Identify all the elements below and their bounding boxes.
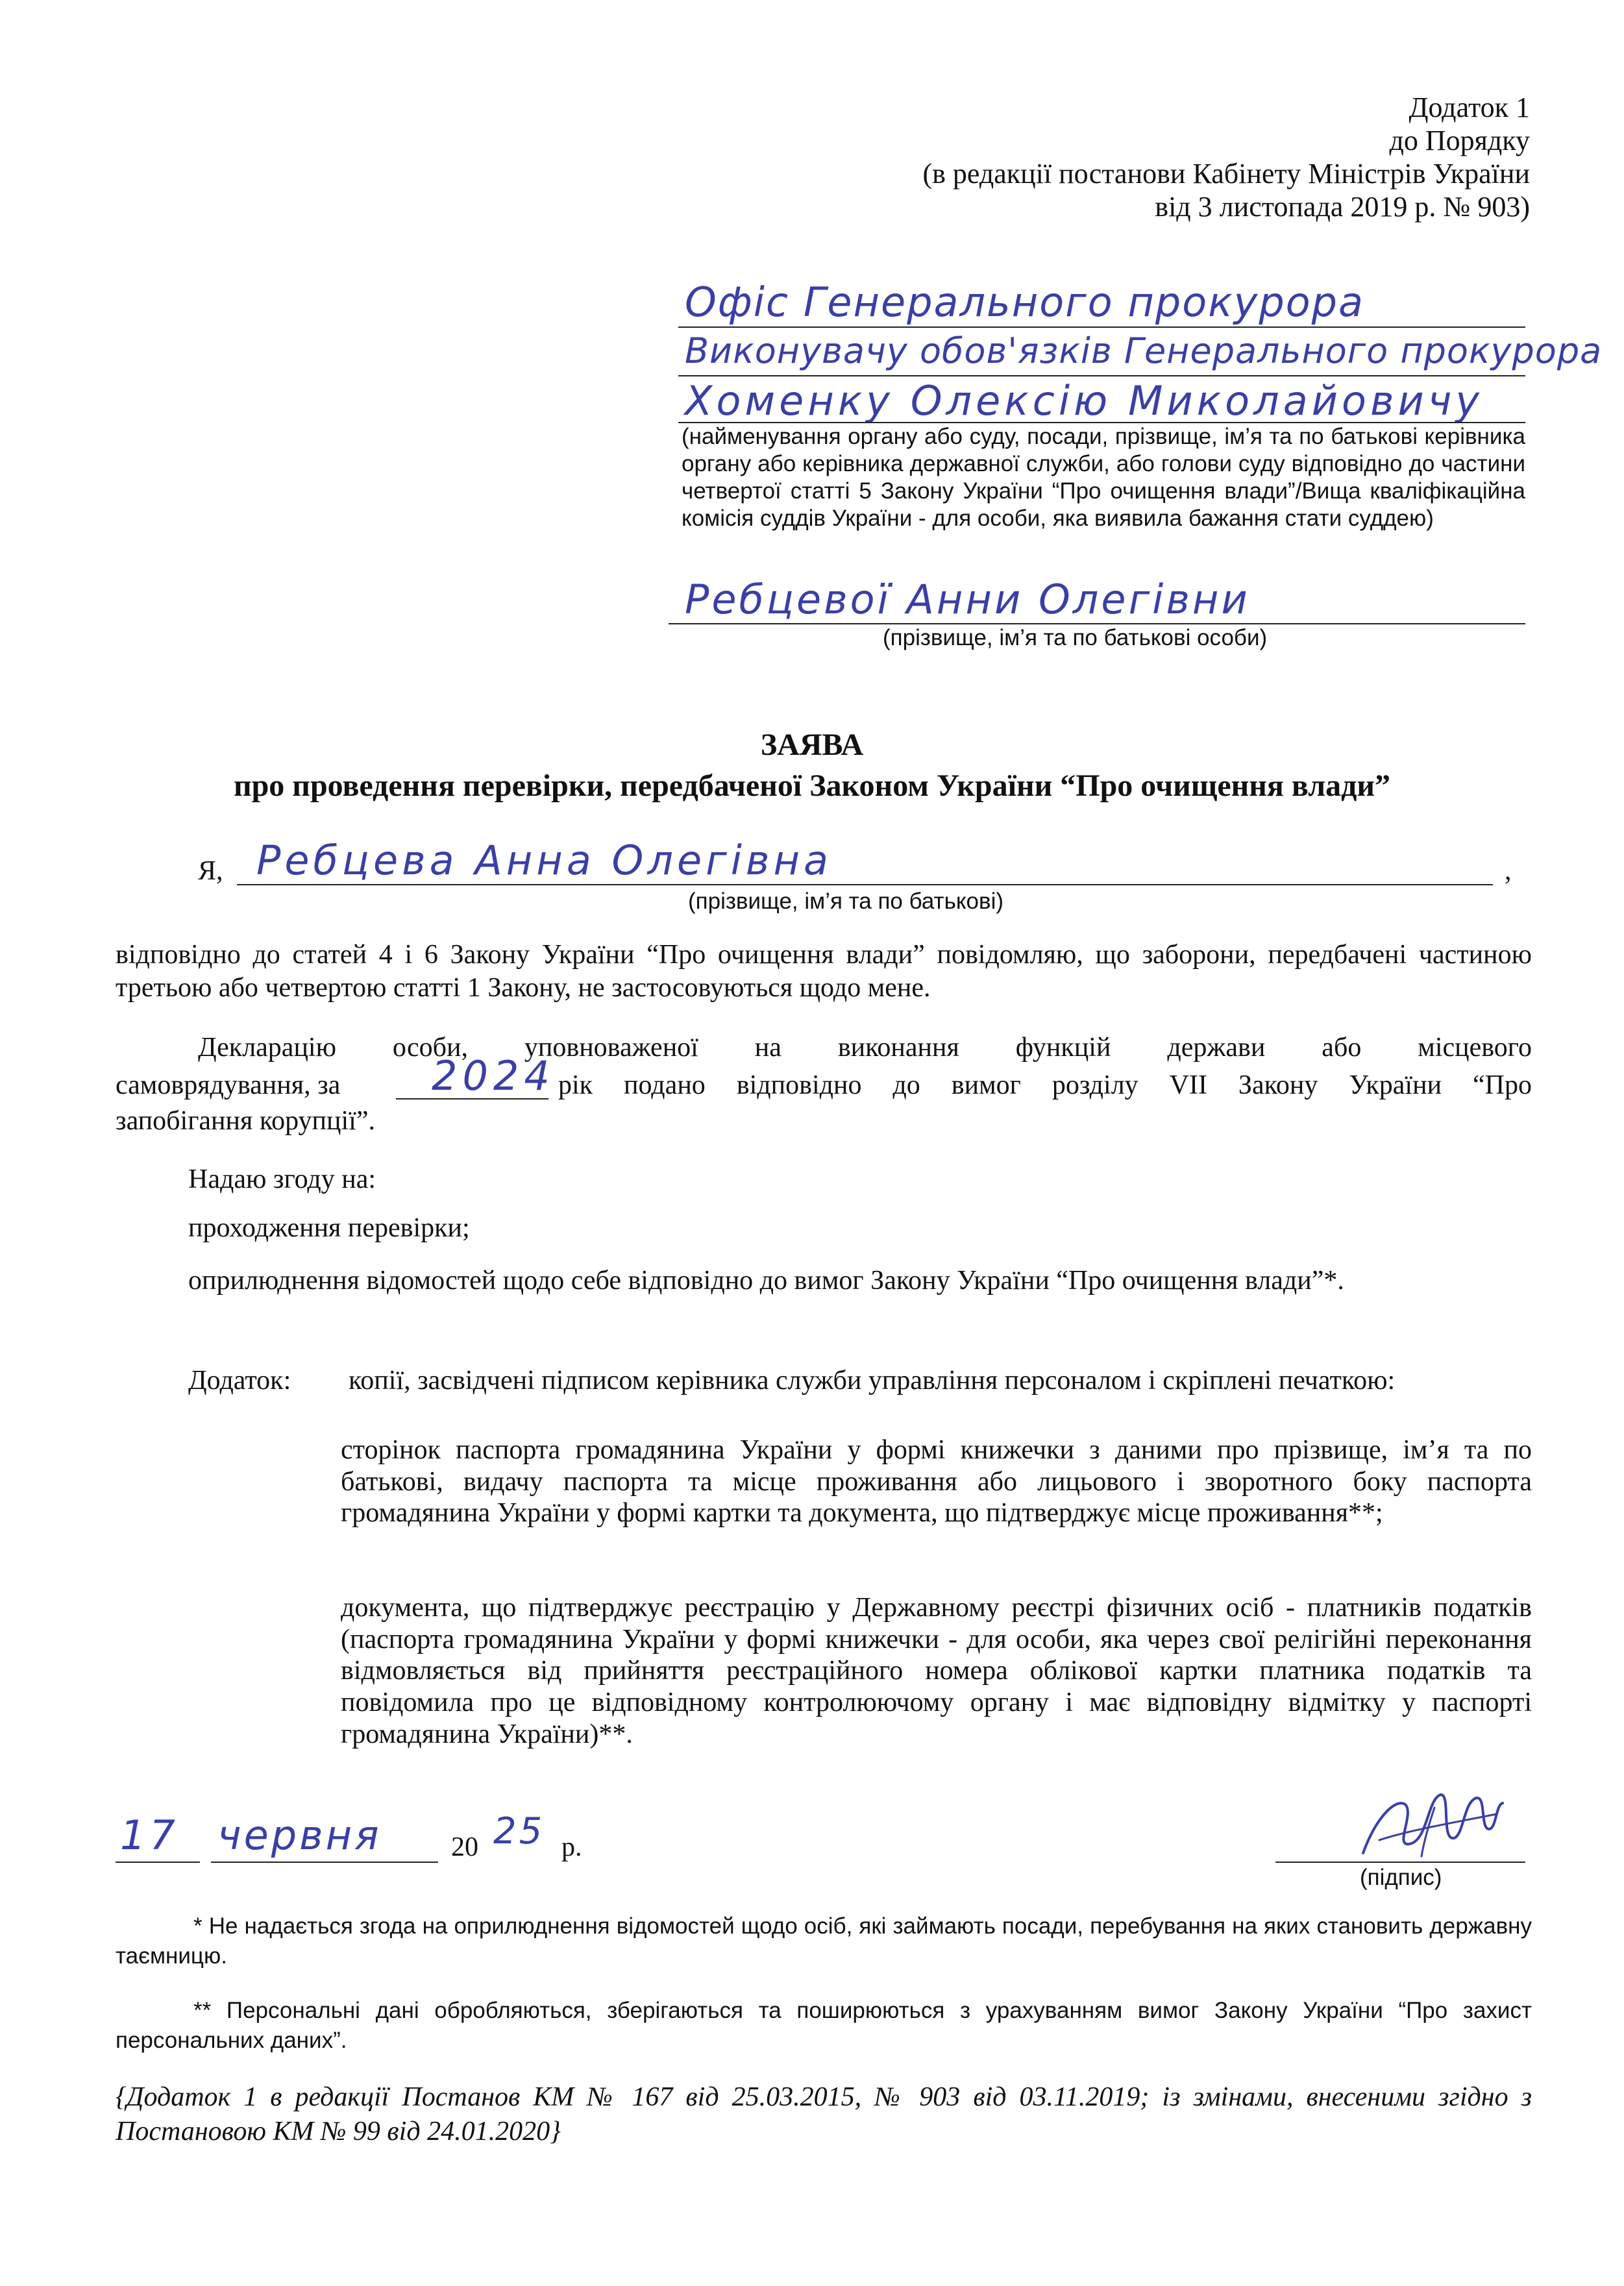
i-caption: (прізвище, ім’я та по батькові) <box>688 889 1004 914</box>
addressee-hw-line1: Офіс Генерального прокурора <box>685 278 1364 326</box>
footnote-1-text: * Не надається згода на оприлюднення відомостей щодо осіб, які займають посади, перебування на яких становить державну таємницю. <box>116 1913 1532 1969</box>
paragraph-2-line2-start: самоврядування, за <box>116 1070 341 1100</box>
attachment-item-0: копії, засвідчені підписом керівника служби управління персоналом і скріплені печаткою: <box>349 1366 1396 1395</box>
consent-intro: Надаю згоду на: <box>188 1164 376 1194</box>
applicant-caption: (прізвище, ім’я та по батькові особи) <box>883 625 1268 650</box>
edit-note: {Додаток 1 в редакції Постанов КМ № 167 від 25.03.2015, № 903 від 03.11.2019; із змінами, внесеними згідно з Постановою КМ № 99 від 24.01.2020} <box>116 2082 1532 2146</box>
header-line4: від 3 листопада 2019 р. № 903) <box>1155 191 1530 223</box>
date-year-suffix: р. <box>561 1832 582 1862</box>
addressee-rule1 <box>678 326 1525 328</box>
i-name-rule <box>237 884 1493 885</box>
date-year-hw: 25 <box>493 1810 545 1852</box>
addressee-hw-line2: Виконувачу обов'язків Генерального прокурора <box>685 330 1603 371</box>
applicant-hw-name: Ребцевої Анни Олегівни <box>685 576 1250 623</box>
date-month-hw: червня <box>217 1812 382 1859</box>
footnote-2-text: ** Персональні дані обробляються, зберігаються та поширюються з урахуванням вимог Закону України “Про захист персональних даних”. <box>116 1998 1532 2053</box>
attachment-item-1: сторінок паспорта громадянина України у формі книжечки з даними про прізвище, ім’я та по батькові, видачу паспорта та місце проживання або лицьового і зворотного боку паспорта громадянина України у формі картки та документа, що підтверджує місце проживання**; <box>341 1435 1532 1529</box>
paragraph-2-line2-end: рік подано відповідно до вимог розділу VII Закону України “Про <box>558 1070 1532 1100</box>
header-line1: Додаток 1 <box>1409 92 1530 123</box>
addressee-caption: (найменування органу або суду, посади, прізвище, ім’я та по батькові керівника органу або керівника державної служби, або голови суду відповідно до частини четвертої статті 5 Закону України “Про очищення влади”/Вища кваліфікаційна комісія суддів України - для особи, яка виявила бажання стати суддею) <box>682 424 1525 531</box>
addressee-hw-line3: Хоменку Олексію Миколайовичу <box>685 377 1484 424</box>
signature-caption: (підпис) <box>1360 1865 1442 1890</box>
consent-item-2-text: оприлюднення відомостей щодо себе відповідно до вимог Закону України “Про очищення влади”*. <box>188 1266 1344 1296</box>
date-day-hw: 17 <box>120 1812 179 1859</box>
attachment-item-2: документа, що підтверджує реєстрацію у Державному реєстрі фізичних осіб - платників податків (паспорта громадянина України у формі книжечки - для особи, яка через свої релігійні переконання відмовляється від прийняття реєстраційного номера облікової картки платника податків та повідомила про це відповідному контролюючому органу і має відповідну відмітку у паспорті громадянина України)**. <box>341 1593 1532 1749</box>
footnote-1 <box>116 1911 1532 1971</box>
paragraph-2-line1: Декларацію особи, уповноваженої на виконання функцій держави або місцевого <box>198 1033 1532 1063</box>
consent-item-1: проходження перевірки; <box>188 1213 470 1243</box>
document-subtitle: про проведення перевірки, передбаченої Законом України “Про очищення влади” <box>233 768 1391 803</box>
i-prefix: Я, <box>198 856 223 886</box>
i-name-hw: Ребцева Анна Олегівна <box>256 837 832 884</box>
paragraph-2-line3: запобігання корупції”. <box>116 1106 375 1136</box>
date-day-rule <box>116 1862 200 1863</box>
document-title: ЗАЯВА <box>760 728 864 762</box>
i-suffix: , <box>1505 856 1512 886</box>
header-line2: до Порядку <box>1389 125 1530 157</box>
attachments-label: Додаток: <box>188 1366 291 1395</box>
date-year-prefix: 20 <box>451 1832 478 1862</box>
signature-rule <box>1275 1862 1525 1863</box>
date-month-rule <box>211 1862 438 1863</box>
paragraph-2-year-hw: 2024 <box>432 1052 555 1100</box>
header-block <box>621 91 1530 223</box>
addressee-rule2 <box>678 375 1525 376</box>
consent-item-2 <box>116 1264 1532 1297</box>
header-line3: (в редакції постанови Кабінету Міністрів України <box>922 158 1530 190</box>
paragraph-2-year-rule <box>396 1098 548 1100</box>
footnote-2 <box>116 1996 1532 2055</box>
paragraph-1: відповідно до статей 4 і 6 Закону України “Про очищення влади” повідомляю, що заборони, передбачені частиною третьою або четвертою статті 1 Закону, не застосовуються щодо мене. <box>116 940 1532 1003</box>
